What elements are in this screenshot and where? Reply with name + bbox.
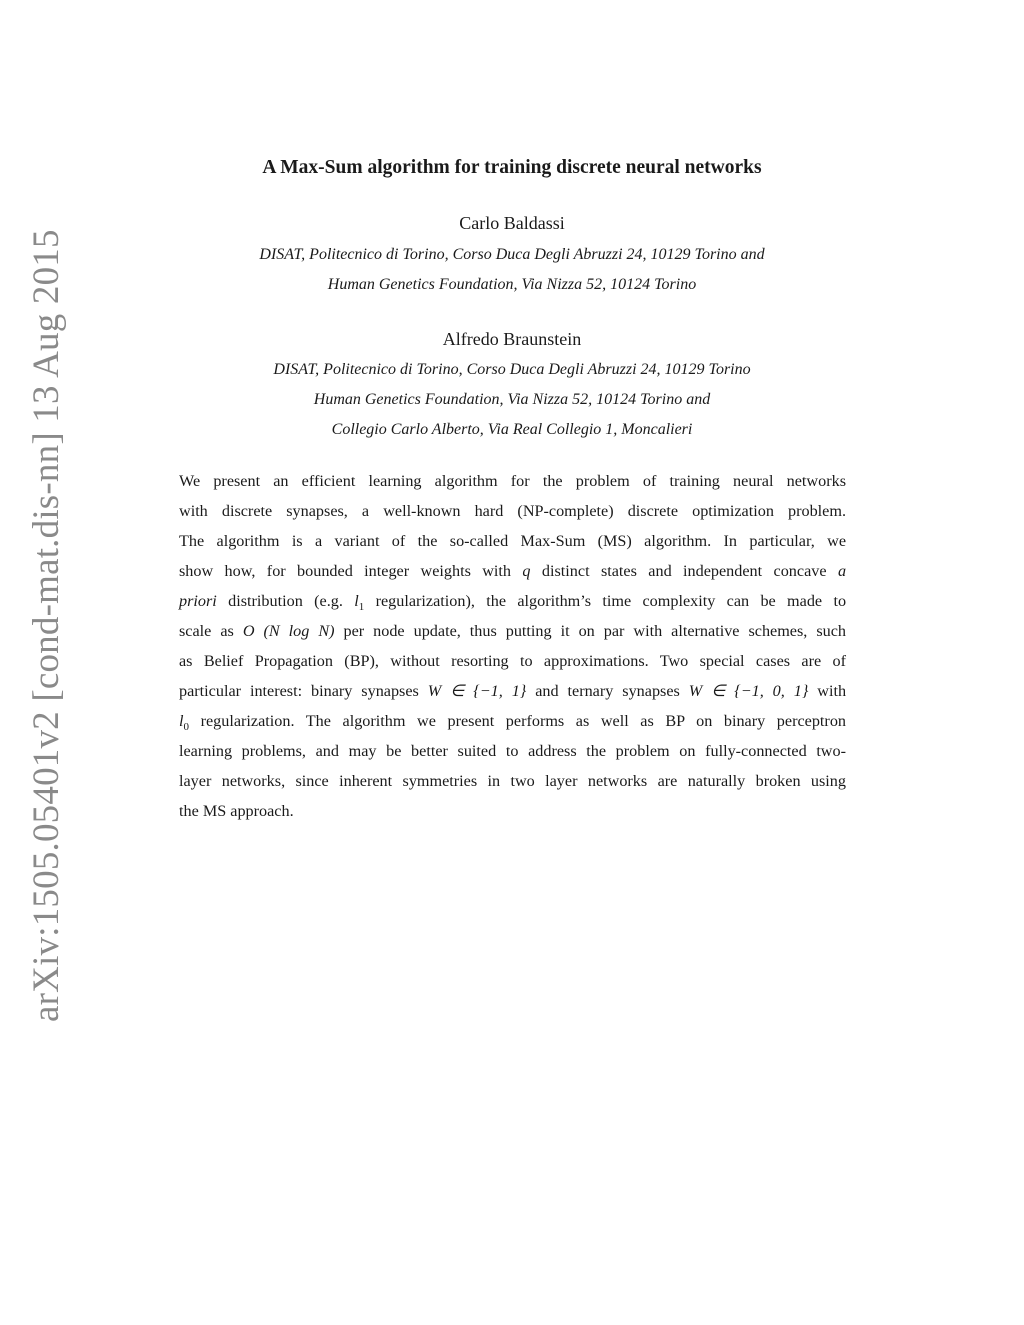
italic-a: a: [837, 562, 847, 580]
abstract-text: scale as: [179, 622, 234, 640]
abstract-line: [179, 706, 846, 736]
abstract: [179, 466, 846, 826]
abstract-text: distribution (e.g.: [228, 592, 343, 610]
abstract-line: learning problems, and may be better suited to address the problem on fully-connected two-: [179, 742, 846, 760]
author-1-affiliation-2: Human Genetics Foundation, Via Nizza 52, 10124 Torino: [327, 276, 697, 293]
abstract-line: We present an efficient learning algorithm for the problem of training neural networks: [179, 472, 846, 490]
abstract-line: [179, 586, 846, 616]
abstract-text: regularization. The algorithm we present performs as well as BP on binary perceptron: [200, 712, 847, 730]
abstract-line: the MS approach.: [179, 802, 294, 820]
abstract-text: per node update, thus putting it on par with alternative schemes, such: [343, 622, 846, 640]
author-2-affiliation-1: DISAT, Politecnico di Torino, Corso Duca Degli Abruzzi 24, 10129 Torino: [273, 361, 751, 378]
math-ternary-set: W ∈ {−1, 0, 1}: [688, 682, 809, 700]
author-1-affiliation-1: DISAT, Politecnico di Torino, Corso Duca Degli Abruzzi 24, 10129 Torino and: [259, 246, 765, 263]
math-subscript: 1: [358, 601, 365, 614]
abstract-text: show how, for bounded integer weights with: [179, 562, 512, 580]
abstract-text: distinct states and independent concave: [541, 562, 827, 580]
math-q: q: [522, 562, 531, 580]
math-subscript: 0: [183, 721, 189, 734]
math-binary-set: W ∈ {−1, 1}: [427, 682, 527, 700]
author-name-1: Carlo Baldassi: [459, 213, 565, 233]
paper-title: A Max-Sum algorithm for training discrete neural networks: [262, 157, 762, 178]
math-l: l: [354, 592, 359, 610]
italic-priori: priori: [179, 592, 217, 610]
abstract-line: with discrete synapses, a well-known hard (NP-complete) discrete optimization problem.: [179, 502, 846, 520]
abstract-line: [179, 676, 846, 706]
math-complexity: O (N log N): [242, 622, 335, 640]
abstract-line: as Belief Propagation (BP), without resorting to approximations. Two special cases are of: [179, 652, 846, 670]
author-name-2: Alfredo Braunstein: [442, 329, 582, 349]
abstract-line: [179, 616, 846, 646]
arxiv-identifier-sidebar: arXiv:1505.05401v2 [cond-mat.dis-nn] 13 Aug 2015: [26, 229, 67, 1022]
abstract-line: The algorithm is a variant of the so-called Max-Sum (MS) algorithm. In particular, we: [179, 532, 846, 550]
abstract-text: particular interest: binary synapses: [179, 682, 419, 700]
abstract-line: [179, 556, 846, 586]
author-2-affiliation-3: Collegio Carlo Alberto, Via Real Collegio 1, Moncalieri: [331, 421, 693, 438]
math-l: l: [179, 712, 184, 730]
abstract-text: with: [817, 682, 847, 700]
abstract-text: regularization), the algorithm’s time complexity can be made to: [375, 592, 847, 610]
author-2-affiliation-2: Human Genetics Foundation, Via Nizza 52, 10124 Torino and: [313, 391, 711, 408]
abstract-line: layer networks, since inherent symmetries in two layer networks are naturally broken using: [179, 772, 846, 790]
abstract-text: and ternary synapses: [535, 682, 680, 700]
